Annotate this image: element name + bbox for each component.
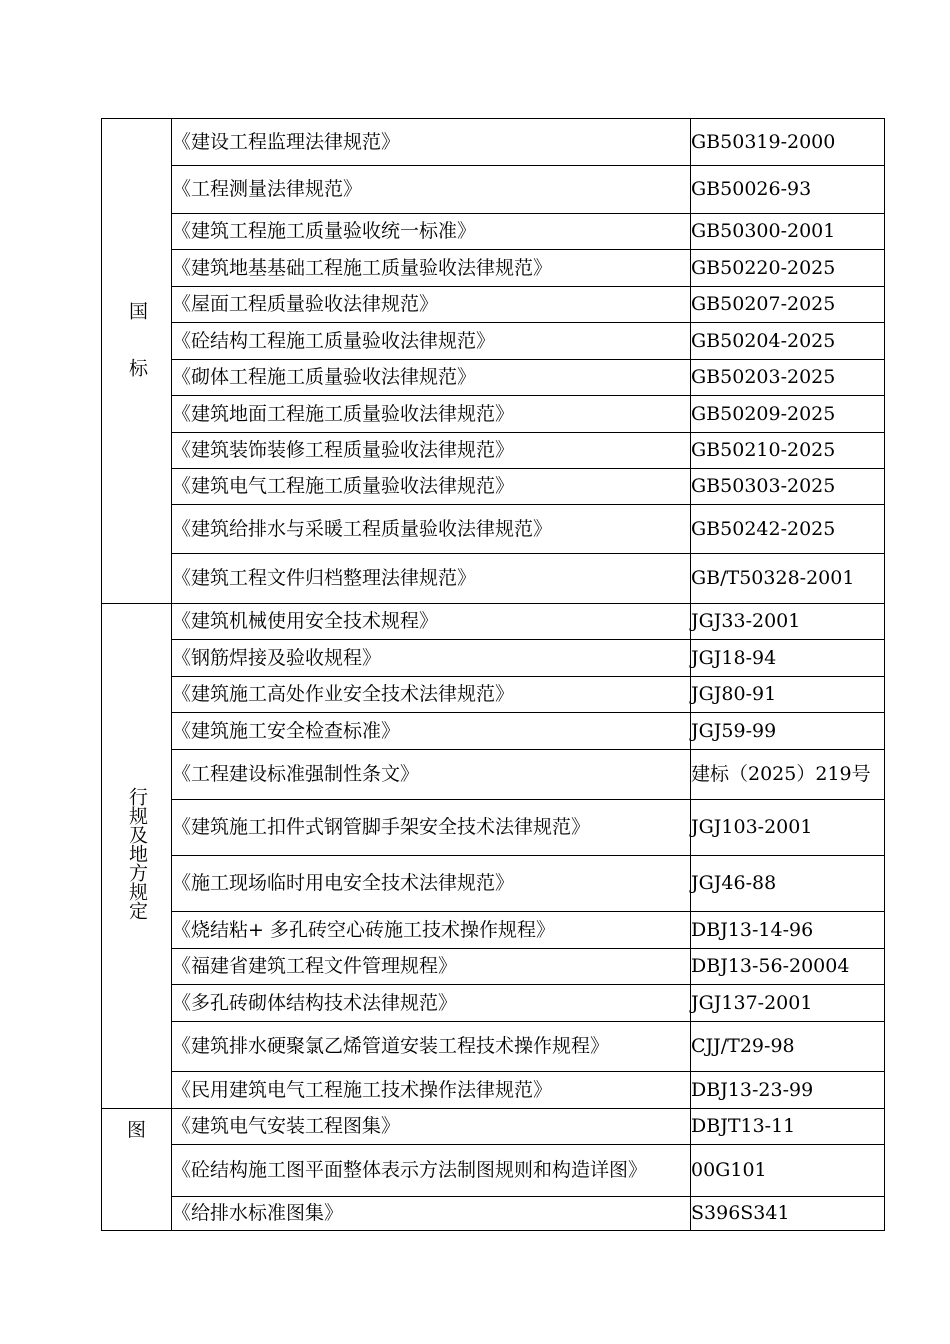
standard-code: GB50303-2025 [691, 469, 885, 505]
table-row [102, 505, 885, 554]
standard-name: 《工程建设标准强制性条文》 [172, 750, 691, 800]
standard-code: GB50300-2001 [691, 214, 885, 250]
table-row [102, 287, 885, 323]
standard-code: DBJ13-56-20004 [691, 949, 885, 985]
standard-name: 《工程测量法律规范》 [172, 166, 691, 214]
standard-name: 《给排水标准图集》 [172, 1197, 691, 1231]
standard-name: 《建筑机械使用安全技术规程》 [172, 604, 691, 640]
standard-name: 《砌体工程施工质量验收法律规范》 [172, 360, 691, 396]
standard-code: GB50026-93 [691, 166, 885, 214]
table-row [102, 396, 885, 433]
standard-code: GB50319-2000 [691, 119, 885, 166]
standard-code: DBJ13-14-96 [691, 912, 885, 949]
category-cell-national [102, 119, 172, 604]
standard-name: 《建筑地面工程施工质量验收法律规范》 [172, 396, 691, 433]
standard-code: DBJ13-23-99 [691, 1072, 885, 1109]
standard-code: JGJ137-2001 [691, 985, 885, 1022]
table-row [102, 985, 885, 1022]
table-row [102, 856, 885, 912]
table-row [102, 250, 885, 287]
category-label: 行规及地方规定 [126, 786, 148, 920]
standard-name: 《建筑电气安装工程图集》 [172, 1109, 691, 1145]
standard-code: GB/T50328-2001 [691, 554, 885, 604]
standard-name: 《建筑工程施工质量验收统一标准》 [172, 214, 691, 250]
standard-name: 《砼结构工程施工质量验收法律规范》 [172, 323, 691, 360]
table-row [102, 1197, 885, 1231]
standard-name: 《福建省建筑工程文件管理规程》 [172, 949, 691, 985]
table-row [102, 323, 885, 360]
standard-code: CJJ/T29-98 [691, 1022, 885, 1072]
standard-name: 《施工现场临时用电安全技术法律规范》 [172, 856, 691, 912]
standard-code: JGJ46-88 [691, 856, 885, 912]
standard-name: 《建筑装饰装修工程质量验收法律规范》 [172, 433, 691, 469]
standard-name: 《建设工程监理法律规范》 [172, 119, 691, 166]
standard-name: 《建筑施工扣件式钢管脚手架安全技术法律规范》 [172, 800, 691, 856]
category-label: 国标 [126, 301, 148, 415]
standard-name: 《建筑施工安全检查标准》 [172, 713, 691, 750]
standard-code: S396S341 [691, 1197, 885, 1231]
standard-code: GB50203-2025 [691, 360, 885, 396]
table-row [102, 604, 885, 640]
standard-code: GB50220-2025 [691, 250, 885, 287]
standard-code: 建标（2025）219号 [691, 750, 885, 800]
table-row [102, 360, 885, 396]
standards-table [101, 118, 885, 1231]
standard-code: 00G101 [691, 1145, 885, 1197]
standard-name: 《屋面工程质量验收法律规范》 [172, 287, 691, 323]
standard-name: 《砼结构施工图平面整体表示方法制图规则和构造详图》 [172, 1145, 691, 1197]
table-row [102, 750, 885, 800]
table-row [102, 119, 885, 166]
table-row [102, 640, 885, 677]
table-row [102, 469, 885, 505]
standard-code: JGJ59-99 [691, 713, 885, 750]
standard-name: 《建筑给排水与采暖工程质量验收法律规范》 [172, 505, 691, 554]
table-row [102, 214, 885, 250]
standard-code: JGJ103-2001 [691, 800, 885, 856]
standard-code: JGJ18-94 [691, 640, 885, 677]
category-label: 图 [126, 1119, 146, 1141]
standard-code: JGJ80-91 [691, 677, 885, 713]
table-row [102, 800, 885, 856]
table-row [102, 1022, 885, 1072]
table-row [102, 1145, 885, 1197]
standard-code: GB50242-2025 [691, 505, 885, 554]
category-cell-industry-local [102, 604, 172, 1109]
table-row [102, 949, 885, 985]
table-row [102, 1072, 885, 1109]
table-row [102, 433, 885, 469]
standard-code: GB50207-2025 [691, 287, 885, 323]
table-row [102, 166, 885, 214]
standard-name: 《建筑排水硬聚氯乙烯管道安装工程技术操作规程》 [172, 1022, 691, 1072]
standard-code: GB50209-2025 [691, 396, 885, 433]
standard-name: 《建筑工程文件归档整理法律规范》 [172, 554, 691, 604]
standard-code: GB50204-2025 [691, 323, 885, 360]
table-row [102, 1109, 885, 1145]
table-row [102, 912, 885, 949]
standard-name: 《烧结粘+ 多孔砖空心砖施工技术操作规程》 [172, 912, 691, 949]
standard-name: 《民用建筑电气工程施工技术操作法律规范》 [172, 1072, 691, 1109]
standard-name: 《建筑施工高处作业安全技术法律规范》 [172, 677, 691, 713]
table-row [102, 554, 885, 604]
table-row [102, 713, 885, 750]
standard-code: GB50210-2025 [691, 433, 885, 469]
standard-name: 《建筑电气工程施工质量验收法律规范》 [172, 469, 691, 505]
standard-name: 《建筑地基基础工程施工质量验收法律规范》 [172, 250, 691, 287]
table-row [102, 677, 885, 713]
standard-code: JGJ33-2001 [691, 604, 885, 640]
category-cell-drawings [102, 1109, 172, 1231]
standard-name: 《多孔砖砌体结构技术法律规范》 [172, 985, 691, 1022]
standard-name: 《钢筋焊接及验收规程》 [172, 640, 691, 677]
standard-code: DBJT13-11 [691, 1109, 885, 1145]
